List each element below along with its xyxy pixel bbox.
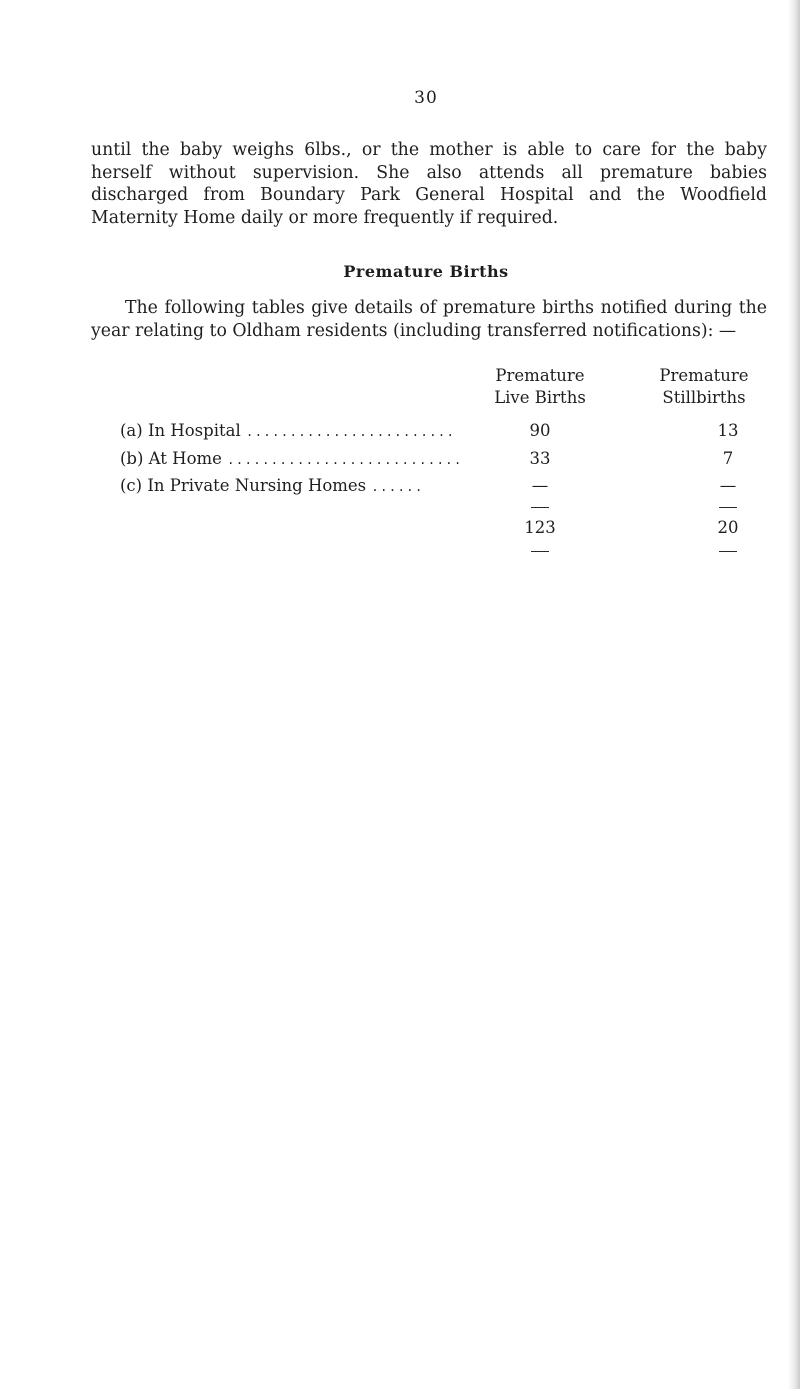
cell-live-births: 90 [529, 421, 551, 440]
total-live-births: 123 [524, 518, 556, 537]
total-rule-top [719, 507, 737, 508]
total-rule-bottom [719, 551, 737, 552]
total-rule-top [531, 507, 549, 508]
total-stillbirths: 20 [717, 518, 739, 537]
cell-stillbirths: 13 [717, 421, 739, 440]
tables-intro-paragraph: The following tables give details of premature births notified during the year relating to Oldham residents (including transferred notifications): — [91, 298, 767, 341]
column-header-stillbirths [634, 365, 774, 409]
intro-paragraph: until the baby weighs 6lbs., or the mother is able to care for the baby herself without supervision. She also attends all premature babies discharged from Boundary Park General Hospital and the Woodfield Maternity Home daily or more frequently if required. [91, 140, 767, 228]
leader-dots: ........................... [227, 453, 463, 467]
leader-dots: ...... [371, 480, 424, 494]
cell-stillbirths: 7 [722, 449, 734, 468]
cell-live-births: — [531, 476, 549, 495]
page-number: 30 [414, 88, 438, 108]
row-label: (b) At Home [120, 449, 222, 468]
column-header-line: Stillbirths [662, 388, 746, 407]
section-heading: Premature Births [343, 262, 509, 281]
column-header-line: Premature [659, 366, 749, 385]
row-label: (a) In Hospital [120, 421, 241, 440]
table-row-label [120, 474, 424, 498]
column-header-line: Premature [495, 366, 585, 385]
row-label: (c) In Private Nursing Homes [120, 476, 367, 495]
column-header-live-births [470, 365, 610, 409]
total-rule-bottom [531, 551, 549, 552]
cell-live-births: 33 [529, 449, 551, 468]
table-row-label [120, 447, 463, 471]
column-header-line: Live Births [494, 388, 586, 407]
cell-stillbirths: — [719, 476, 737, 495]
leader-dots: ........................ [245, 425, 456, 439]
page-edge-shadow [788, 0, 800, 1389]
table-row-label [120, 419, 455, 443]
